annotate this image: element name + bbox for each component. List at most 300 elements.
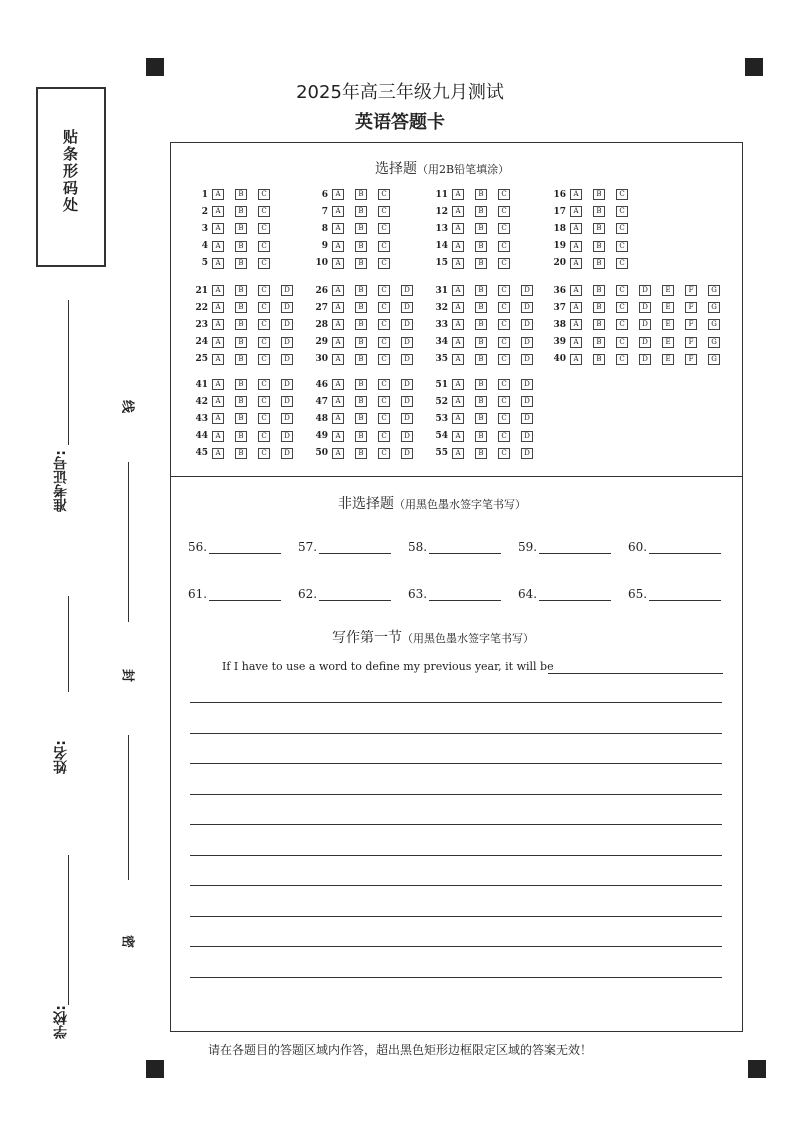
answer-bubble[interactable]: A — [212, 337, 224, 348]
answer-bubble[interactable]: B — [593, 189, 605, 200]
answer-bubble[interactable]: C — [378, 431, 390, 442]
fill-in-number: 64. — [518, 587, 538, 601]
answer-bubble[interactable]: B — [593, 223, 605, 234]
school-field[interactable] — [68, 855, 69, 1005]
answer-bubble[interactable]: C — [258, 379, 270, 390]
exam-id-label: 准考证号: — [53, 450, 69, 512]
answer-bubble[interactable]: D — [401, 379, 413, 390]
answer-bubble[interactable]: C — [258, 189, 270, 200]
writing-line[interactable] — [190, 763, 722, 764]
question-number: 7 — [321, 206, 328, 217]
answer-bubble[interactable]: B — [355, 223, 367, 234]
answer-bubble[interactable]: A — [570, 319, 582, 330]
writing-line[interactable] — [190, 824, 722, 825]
answer-bubble[interactable]: C — [258, 223, 270, 234]
answer-bubble[interactable]: B — [235, 431, 247, 442]
answer-bubble[interactable]: F — [685, 319, 697, 330]
fill-in-item — [408, 587, 501, 601]
answer-bubble[interactable]: F — [685, 285, 697, 296]
answer-bubble[interactable]: B — [355, 258, 367, 269]
answer-bubble[interactable]: A — [212, 413, 224, 424]
answer-bubble[interactable]: B — [593, 302, 605, 313]
answer-bubble[interactable]: B — [235, 319, 247, 330]
answer-bubble[interactable]: F — [685, 354, 697, 365]
answer-bubble[interactable]: G — [708, 337, 720, 348]
answer-bubble[interactable]: C — [498, 189, 510, 200]
answer-bubble[interactable]: C — [616, 337, 628, 348]
question-row — [190, 353, 304, 366]
question-number: 26 — [315, 285, 328, 296]
answer-bubble[interactable]: A — [452, 396, 464, 407]
answer-bubble[interactable]: C — [258, 302, 270, 313]
question-number: 11 — [435, 189, 448, 200]
answer-bubble[interactable]: A — [452, 354, 464, 365]
answer-bubble[interactable]: A — [332, 302, 344, 313]
answer-bubble[interactable]: A — [452, 337, 464, 348]
answer-bubble[interactable]: D — [281, 413, 293, 424]
answer-bubble[interactable]: A — [332, 285, 344, 296]
answer-bubble[interactable]: D — [521, 319, 533, 330]
question-row — [310, 378, 424, 391]
answer-bubble[interactable]: C — [378, 302, 390, 313]
answer-bubble[interactable]: B — [355, 206, 367, 217]
answer-bubble[interactable]: A — [570, 223, 582, 234]
answer-bubble[interactable]: C — [258, 354, 270, 365]
question-row — [430, 222, 521, 235]
answer-bubble[interactable]: C — [498, 302, 510, 313]
answer-bubble[interactable]: D — [281, 396, 293, 407]
answer-bubble[interactable]: D — [639, 319, 651, 330]
writing-prompt-blank[interactable] — [548, 673, 723, 674]
answer-bubble[interactable]: C — [498, 396, 510, 407]
answer-bubble[interactable]: D — [401, 448, 413, 459]
question-number: 5 — [201, 258, 208, 269]
answer-bubble[interactable]: C — [378, 285, 390, 296]
answer-bubble[interactable]: A — [452, 285, 464, 296]
answer-bubble[interactable]: E — [662, 302, 674, 313]
question-number: 27 — [315, 302, 328, 313]
question-number: 45 — [195, 448, 208, 459]
answer-bubble[interactable]: A — [332, 431, 344, 442]
answer-bubble[interactable]: B — [475, 379, 487, 390]
exam-id-field-lower[interactable] — [68, 596, 69, 692]
question-row — [310, 188, 401, 201]
question-number: 31 — [435, 285, 448, 296]
answer-bubble[interactable]: D — [401, 319, 413, 330]
answer-bubble[interactable]: B — [355, 396, 367, 407]
fill-in-blank[interactable] — [209, 588, 281, 601]
answer-bubble[interactable]: D — [639, 302, 651, 313]
answer-bubble[interactable]: C — [258, 396, 270, 407]
section-divider — [170, 476, 742, 477]
answer-bubble[interactable]: C — [378, 413, 390, 424]
answer-bubble[interactable]: G — [708, 285, 720, 296]
question-number: 35 — [435, 354, 448, 365]
answer-bubble[interactable]: C — [378, 337, 390, 348]
answer-bubble[interactable]: B — [593, 319, 605, 330]
writing-line[interactable] — [190, 733, 722, 734]
answer-bubble[interactable]: F — [685, 302, 697, 313]
answer-bubble[interactable]: B — [593, 241, 605, 252]
answer-bubble[interactable]: C — [498, 206, 510, 217]
answer-bubble[interactable]: A — [332, 241, 344, 252]
answer-bubble[interactable]: C — [498, 413, 510, 424]
answer-bubble[interactable]: D — [401, 431, 413, 442]
question-row — [430, 257, 521, 270]
answer-bubble[interactable]: A — [212, 431, 224, 442]
question-number: 43 — [195, 413, 208, 424]
answer-bubble[interactable]: B — [475, 448, 487, 459]
answer-bubble[interactable]: C — [616, 241, 628, 252]
fill-in-blank[interactable] — [319, 588, 391, 601]
question-number: 54 — [435, 431, 448, 442]
mc-note: （用2B铅笔填涂） — [417, 163, 510, 176]
answer-bubble[interactable]: B — [235, 241, 247, 252]
question-number: 20 — [553, 258, 566, 269]
answer-bubble[interactable]: A — [212, 354, 224, 365]
question-row — [548, 205, 639, 218]
name-label: 姓名: — [53, 740, 69, 774]
answer-bubble[interactable]: B — [355, 448, 367, 459]
answer-bubble[interactable]: A — [452, 206, 464, 217]
answer-bubble[interactable]: C — [258, 258, 270, 269]
answer-bubble[interactable]: A — [452, 431, 464, 442]
answer-bubble[interactable]: A — [452, 379, 464, 390]
answer-bubble[interactable]: C — [378, 189, 390, 200]
answer-bubble[interactable]: C — [498, 285, 510, 296]
answer-bubble[interactable]: A — [452, 189, 464, 200]
barcode-label: 贴条形码处 — [61, 129, 79, 214]
answer-bubble[interactable]: A — [212, 302, 224, 313]
question-row — [548, 318, 731, 331]
answer-bubble[interactable]: D — [281, 354, 293, 365]
answer-bubble[interactable]: D — [639, 354, 651, 365]
question-row — [548, 257, 639, 270]
answer-bubble[interactable]: C — [498, 223, 510, 234]
question-row — [548, 222, 639, 235]
answer-bubble[interactable]: C — [378, 223, 390, 234]
question-number: 53 — [435, 413, 448, 424]
answer-bubble[interactable]: A — [332, 379, 344, 390]
answer-bubble[interactable]: B — [355, 302, 367, 313]
answer-bubble[interactable]: B — [475, 337, 487, 348]
answer-bubble[interactable]: A — [570, 285, 582, 296]
question-number: 6 — [321, 189, 328, 200]
answer-bubble[interactable]: A — [212, 285, 224, 296]
answer-bubble[interactable]: D — [281, 319, 293, 330]
answer-bubble[interactable]: D — [281, 302, 293, 313]
answer-bubble[interactable]: C — [378, 206, 390, 217]
writing-line[interactable] — [190, 885, 722, 886]
answer-bubble[interactable]: C — [616, 302, 628, 313]
answer-bubble[interactable]: D — [281, 337, 293, 348]
answer-bubble[interactable]: C — [378, 241, 390, 252]
answer-bubble[interactable]: D — [401, 354, 413, 365]
answer-bubble[interactable]: D — [521, 354, 533, 365]
answer-bubble[interactable]: B — [355, 319, 367, 330]
fill-in-blank[interactable] — [539, 588, 611, 601]
answer-bubble[interactable]: C — [378, 319, 390, 330]
mc-section-title — [375, 158, 509, 178]
answer-bubble[interactable]: B — [475, 223, 487, 234]
answer-bubble[interactable]: B — [475, 396, 487, 407]
answer-bubble[interactable]: B — [475, 206, 487, 217]
answer-bubble[interactable]: A — [452, 302, 464, 313]
answer-bubble[interactable]: C — [378, 396, 390, 407]
answer-bubble[interactable]: A — [452, 241, 464, 252]
fill-in-blank[interactable] — [319, 541, 391, 554]
answer-bubble[interactable]: A — [332, 354, 344, 365]
answer-bubble[interactable]: B — [355, 431, 367, 442]
answer-bubble[interactable]: C — [498, 448, 510, 459]
answer-bubble[interactable]: C — [378, 258, 390, 269]
question-row — [310, 301, 424, 314]
answer-bubble[interactable]: F — [685, 337, 697, 348]
answer-bubble[interactable]: A — [332, 223, 344, 234]
answer-bubble[interactable]: C — [258, 337, 270, 348]
answer-bubble[interactable]: B — [593, 354, 605, 365]
answer-bubble[interactable]: A — [452, 448, 464, 459]
answer-bubble[interactable]: D — [521, 302, 533, 313]
answer-bubble[interactable]: A — [570, 241, 582, 252]
question-row — [310, 257, 401, 270]
answer-bubble[interactable]: A — [570, 189, 582, 200]
answer-bubble[interactable]: C — [616, 285, 628, 296]
answer-bubble[interactable]: G — [708, 319, 720, 330]
question-number: 15 — [435, 258, 448, 269]
answer-bubble[interactable]: D — [401, 302, 413, 313]
answer-bubble[interactable]: C — [258, 206, 270, 217]
question-row — [310, 284, 424, 297]
writing-line[interactable] — [190, 946, 722, 947]
answer-bubble[interactable]: A — [332, 258, 344, 269]
fill-in-blank[interactable] — [429, 541, 501, 554]
answer-bubble[interactable]: C — [616, 223, 628, 234]
answer-bubble[interactable]: A — [570, 302, 582, 313]
answer-bubble[interactable]: B — [475, 241, 487, 252]
answer-bubble[interactable]: A — [570, 337, 582, 348]
answer-bubble[interactable]: D — [521, 285, 533, 296]
answer-bubble[interactable]: B — [475, 285, 487, 296]
fill-in-blank[interactable] — [209, 541, 281, 554]
answer-bubble[interactable]: B — [235, 302, 247, 313]
question-number: 1 — [201, 189, 208, 200]
answer-bubble[interactable]: A — [332, 337, 344, 348]
question-number: 42 — [195, 396, 208, 407]
answer-bubble[interactable]: D — [521, 396, 533, 407]
question-number: 4 — [201, 241, 208, 252]
question-number: 24 — [195, 337, 208, 348]
answer-bubble[interactable]: A — [212, 189, 224, 200]
answer-bubble[interactable]: A — [212, 223, 224, 234]
answer-bubble[interactable]: A — [570, 354, 582, 365]
answer-bubble[interactable]: E — [662, 354, 674, 365]
answer-bubble[interactable]: C — [258, 319, 270, 330]
answer-bubble[interactable]: A — [212, 258, 224, 269]
fill-in-number: 60. — [628, 540, 648, 554]
fill-in-blank[interactable] — [649, 588, 721, 601]
question-row — [190, 412, 304, 425]
answer-bubble[interactable]: A — [332, 413, 344, 424]
answer-bubble[interactable]: A — [212, 448, 224, 459]
answer-bubble[interactable]: B — [593, 206, 605, 217]
fill-in-blank[interactable] — [649, 541, 721, 554]
answer-bubble[interactable]: A — [332, 448, 344, 459]
answer-bubble[interactable]: C — [498, 431, 510, 442]
answer-bubble[interactable]: B — [355, 285, 367, 296]
question-number: 47 — [315, 396, 328, 407]
answer-bubble[interactable]: E — [662, 285, 674, 296]
answer-bubble[interactable]: D — [521, 431, 533, 442]
answer-bubble[interactable]: C — [616, 258, 628, 269]
answer-bubble[interactable]: C — [378, 354, 390, 365]
answer-bubble[interactable]: A — [212, 319, 224, 330]
answer-bubble[interactable]: D — [521, 448, 533, 459]
answer-bubble[interactable]: C — [498, 354, 510, 365]
fill-in-blank[interactable] — [539, 541, 611, 554]
question-row — [548, 284, 731, 297]
fill-in-item — [628, 587, 721, 601]
answer-bubble[interactable]: E — [662, 319, 674, 330]
answer-bubble[interactable]: C — [616, 206, 628, 217]
answer-bubble[interactable]: A — [452, 223, 464, 234]
answer-bubble[interactable]: B — [475, 258, 487, 269]
answer-bubble[interactable]: E — [662, 337, 674, 348]
answer-bubble[interactable]: B — [235, 285, 247, 296]
answer-bubble[interactable]: C — [498, 258, 510, 269]
answer-bubble[interactable]: C — [498, 379, 510, 390]
answer-bubble[interactable]: D — [521, 379, 533, 390]
fill-in-item — [408, 540, 501, 554]
answer-bubble[interactable]: B — [355, 413, 367, 424]
question-number: 34 — [435, 337, 448, 348]
answer-bubble[interactable]: G — [708, 354, 720, 365]
card-title: 英语答题卡 — [355, 112, 445, 133]
answer-bubble[interactable]: B — [475, 319, 487, 330]
answer-bubble[interactable]: B — [235, 448, 247, 459]
answer-bubble[interactable]: D — [401, 413, 413, 424]
answer-bubble[interactable]: D — [401, 337, 413, 348]
answer-bubble[interactable]: B — [593, 337, 605, 348]
answer-bubble[interactable]: C — [498, 319, 510, 330]
answer-bubble[interactable]: B — [235, 337, 247, 348]
answer-bubble[interactable]: B — [355, 354, 367, 365]
answer-bubble[interactable]: B — [475, 354, 487, 365]
answer-bubble[interactable]: B — [235, 413, 247, 424]
answer-bubble[interactable]: D — [281, 431, 293, 442]
answer-bubble[interactable]: C — [498, 241, 510, 252]
question-row — [430, 205, 521, 218]
answer-bubble[interactable]: A — [212, 206, 224, 217]
question-number: 30 — [315, 354, 328, 365]
answer-bubble[interactable]: B — [235, 379, 247, 390]
writing-title: 写作第一节 — [332, 630, 402, 646]
answer-bubble[interactable]: A — [452, 413, 464, 424]
answer-bubble[interactable]: A — [212, 241, 224, 252]
answer-bubble[interactable]: B — [475, 413, 487, 424]
answer-bubble[interactable]: B — [355, 189, 367, 200]
question-number: 46 — [315, 379, 328, 390]
writing-line[interactable] — [190, 977, 722, 978]
answer-bubble[interactable]: B — [235, 189, 247, 200]
answer-bubble[interactable]: C — [258, 285, 270, 296]
answer-bubble[interactable]: D — [639, 285, 651, 296]
answer-bubble[interactable]: C — [258, 431, 270, 442]
answer-bubble[interactable]: D — [281, 285, 293, 296]
answer-bubble[interactable]: D — [281, 448, 293, 459]
answer-bubble[interactable]: D — [281, 379, 293, 390]
answer-bubble[interactable]: B — [355, 337, 367, 348]
answer-bubble[interactable]: D — [521, 337, 533, 348]
question-row — [430, 353, 544, 366]
answer-bubble[interactable]: D — [521, 413, 533, 424]
answer-bubble[interactable]: C — [616, 319, 628, 330]
answer-bubble[interactable]: B — [355, 379, 367, 390]
answer-bubble[interactable]: A — [452, 319, 464, 330]
answer-bubble[interactable]: C — [616, 189, 628, 200]
corner-marker-bottom-right — [748, 1060, 766, 1078]
question-number: 33 — [435, 319, 448, 330]
answer-bubble[interactable]: G — [708, 302, 720, 313]
answer-bubble[interactable]: B — [235, 258, 247, 269]
answer-bubble[interactable]: C — [498, 337, 510, 348]
answer-bubble[interactable]: B — [593, 258, 605, 269]
question-row — [190, 430, 304, 443]
writing-line[interactable] — [190, 916, 722, 917]
writing-line[interactable] — [190, 855, 722, 856]
answer-bubble[interactable]: A — [332, 206, 344, 217]
answer-bubble[interactable]: D — [401, 396, 413, 407]
answer-bubble[interactable]: B — [235, 396, 247, 407]
writing-line[interactable] — [190, 794, 722, 795]
writing-line[interactable] — [190, 702, 722, 703]
question-row — [430, 378, 544, 391]
answer-bubble[interactable]: D — [401, 285, 413, 296]
answer-bubble[interactable]: B — [235, 354, 247, 365]
fill-in-item — [298, 587, 391, 601]
answer-bubble[interactable]: C — [258, 413, 270, 424]
question-row — [190, 301, 304, 314]
answer-bubble[interactable]: C — [258, 241, 270, 252]
question-row — [430, 412, 544, 425]
answer-bubble[interactable]: A — [212, 379, 224, 390]
answer-bubble[interactable]: B — [475, 302, 487, 313]
answer-bubble[interactable]: A — [452, 258, 464, 269]
fill-in-item — [628, 540, 721, 554]
answer-bubble[interactable]: B — [355, 241, 367, 252]
answer-bubble[interactable]: A — [332, 396, 344, 407]
answer-bubble[interactable]: C — [378, 379, 390, 390]
answer-bubble[interactable]: B — [593, 285, 605, 296]
answer-bubble[interactable]: B — [235, 206, 247, 217]
answer-bubble[interactable]: A — [212, 396, 224, 407]
answer-bubble[interactable]: A — [570, 258, 582, 269]
answer-bubble[interactable]: A — [570, 206, 582, 217]
answer-bubble[interactable]: D — [639, 337, 651, 348]
exam-id-field[interactable] — [68, 300, 69, 445]
question-row — [310, 447, 424, 460]
answer-bubble[interactable]: B — [475, 431, 487, 442]
answer-bubble[interactable]: C — [378, 448, 390, 459]
answer-bubble[interactable]: B — [475, 189, 487, 200]
answer-bubble[interactable]: A — [332, 319, 344, 330]
fill-in-blank[interactable] — [429, 588, 501, 601]
answer-bubble[interactable]: A — [332, 189, 344, 200]
answer-bubble[interactable]: C — [616, 354, 628, 365]
question-row — [190, 257, 281, 270]
answer-bubble[interactable]: C — [258, 448, 270, 459]
answer-bubble[interactable]: B — [235, 223, 247, 234]
